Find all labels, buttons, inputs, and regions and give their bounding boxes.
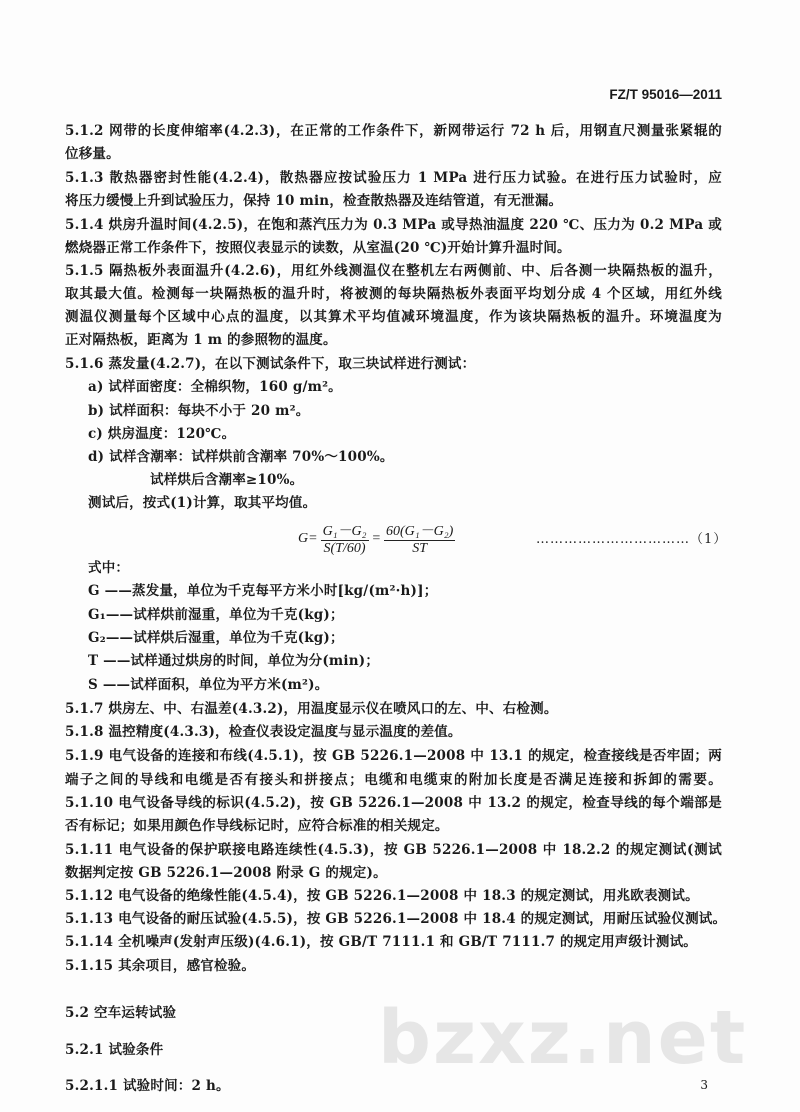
text-line: G₂——试样烘后湿重，单位为千克(kg)； <box>88 630 344 646</box>
text-line: 5.1.13 电气设备的耐压试验(4.5.5)，按 GB 5226.1—2008 中 18.4 的规定测试，用耐压试验仪测试。 <box>65 911 727 927</box>
text-line: 位移量。 <box>65 146 120 162</box>
text-line: 正对隔热板，距离为 1 m 的参照物的温度。 <box>65 332 337 348</box>
formula-fraction-1 <box>321 520 369 557</box>
document-code-header: FZ/T 95016—2011 <box>609 87 722 102</box>
text-line: a) 试样面密度：全棉织物，160 g/m²。 <box>88 379 342 395</box>
formula-lhs: G= <box>298 530 318 546</box>
text-line: 燃烧器正常工作条件下，按照仪表显示的读数，从室温(20 ℃)开始计算升温时间。 <box>65 240 571 256</box>
equation-number: ……………………………（1） <box>536 532 728 547</box>
text-line: S ——试样面积，单位为平方米(m²)。 <box>88 677 329 693</box>
text-line: 5.1.7 烘房左、中、右温差(4.3.2)，用温度显示仪在喷风口的左、中、右检测。 <box>65 701 558 717</box>
text-line: 将压力缓慢上升到试验压力，保持 10 min，检查散热器及连结管道，有无泄漏。 <box>65 193 563 209</box>
text-line: 5.1.12 电气设备的绝缘性能(4.5.4)，按 GB 5226.1—2008 中 18.3 的规定测试，用兆欧表测试。 <box>65 888 699 904</box>
watermark: bzxz.net <box>378 995 748 1081</box>
text-line: 式中： <box>88 560 130 576</box>
text-line: 5.1.3 散热器密封性能(4.2.4)，散热器应按试验压力 1 MPa 进行压力试验。在进行压力试验时，应 <box>65 170 722 186</box>
text-line: 数据判定按 GB 5226.1—2008 附录 G 的规定)。 <box>65 865 387 881</box>
text-line: G ——蒸发量，单位为千克每平方米小时[kg/(m²·h)]； <box>88 583 438 599</box>
fraction-denominator: S(T/60) <box>323 541 366 556</box>
text-line: G₁——试样烘前湿重，单位为千克(kg)； <box>88 607 344 623</box>
text-line: c) 烘房温度：120℃。 <box>88 426 236 442</box>
fraction-numerator: G₁－G₂ <box>321 520 369 541</box>
text-line: 5.2 空车运转试验 <box>65 1005 177 1021</box>
text-line: 取其最大值。检测每一块隔热板的温升时，将被测的每块隔热板外表面平均划分成 4 个区域，用红外线 <box>65 286 722 302</box>
text-line: 5.1.6 蒸发量(4.2.7)，在以下测试条件下，取三块试样进行测试： <box>65 356 476 372</box>
fraction-denominator: ST <box>412 541 428 556</box>
text-line: 端子之间的导线和电缆是否有接头和拼接点；电缆和电缆束的附加长度是否满足连接和拆卸的需要。 <box>65 772 722 788</box>
formula-fraction-2 <box>384 520 455 557</box>
text-line: d) 试样含潮率：试样烘前含潮率 70%～100%。 <box>88 449 394 465</box>
text-line: b) 试样面积：每块不小于 20 m²。 <box>88 403 310 419</box>
text-line: 5.1.14 全机噪声(发射声压级)(4.6.1)，按 GB/T 7111.1 和 GB/T 7111.7 的规定用声级计测试。 <box>65 934 697 950</box>
text-line: 否有标记；如果用颜色作导线标记时，应符合标准的相关规定。 <box>65 818 449 834</box>
text-line: 5.2.1 试验条件 <box>65 1042 164 1058</box>
text-line: 5.1.2 网带的长度伸缩率(4.2.3)，在正常的工作条件下，新网带运行 72 h 后，用钢直尺测量张紧辊的 <box>65 123 722 139</box>
page-number: 3 <box>700 1078 708 1092</box>
fraction-numerator: 60(G₁－G₂) <box>384 520 455 541</box>
text-line: T ——试样通过烘房的时间，单位为分(min)； <box>88 653 380 669</box>
text-line: 5.2.1.1 试验时间：2 h。 <box>65 1078 230 1094</box>
text-line: 5.1.4 烘房升温时间(4.2.5)，在饱和蒸汽压力为 0.3 MPa 或导热油温度 220 ℃、压力为 0.2 MPa 或 <box>65 217 722 233</box>
text-line: 5.1.15 其余项目，感官检验。 <box>65 958 256 974</box>
text-line: 5.1.10 电气设备导线的标识(4.5.2)，按 GB 5226.1—2008 中 13.2 的规定，检查导线的每个端部是 <box>65 795 722 811</box>
text-line: 5.1.8 温控精度(4.3.3)，检查仪表设定温度与显示温度的差值。 <box>65 724 462 740</box>
text-line: 测温仪测量每个区域中心点的温度，以其算术平均值减环境温度，作为该块隔热板的温升。环境温度为 <box>65 309 722 325</box>
text-line: 试样烘后含潮率≥10%。 <box>150 472 304 488</box>
formula-equals: = <box>371 530 381 546</box>
text-line: 5.1.11 电气设备的保护联接电路连续性(4.5.3)，按 GB 5226.1—2008 中 18.2.2 的规定测试(测试 <box>65 842 722 858</box>
formula-1 <box>298 520 458 557</box>
text-line: 测试后，按式(1)计算，取其平均值。 <box>88 495 317 511</box>
text-line: 5.1.5 隔热板外表面温升(4.2.6)，用红外线测温仪在整机左右两侧前、中、后各测一块隔热板的温升， <box>65 263 722 279</box>
text-line: 5.1.9 电气设备的连接和布线(4.5.1)，按 GB 5226.1—2008 中 13.1 的规定，检查接线是否牢固；两 <box>65 748 722 764</box>
